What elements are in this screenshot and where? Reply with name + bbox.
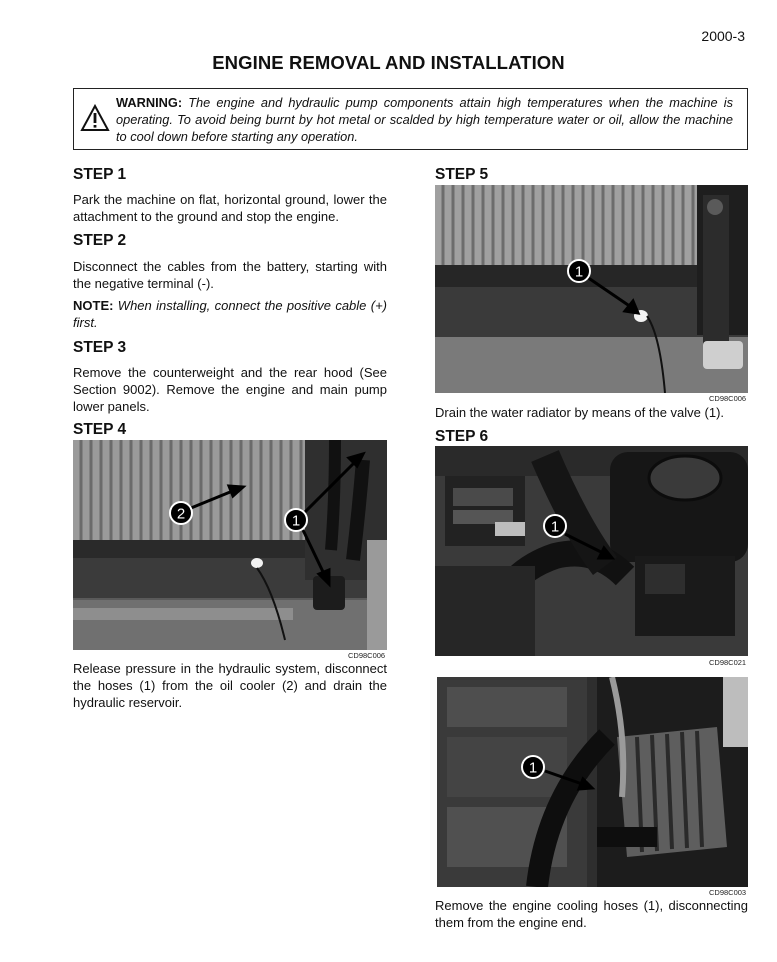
step-1-text: Park the machine on flat, horizontal ground, lower the attachment to the ground and stop the engine.: [73, 192, 387, 224]
cooler-fins: [73, 440, 305, 540]
step-2-heading: STEP 2: [73, 232, 127, 249]
warning-triangle-icon: [80, 104, 110, 132]
step-2-text: Disconnect the cables from the battery, starting with the negative terminal (-).: [73, 259, 387, 291]
callout-label-2: 2: [176, 505, 186, 523]
note-label: NOTE:: [73, 298, 114, 313]
step-6-heading: STEP 6: [435, 428, 489, 445]
callout-label-1: 1: [291, 512, 301, 530]
figure-code: CD98C003: [709, 888, 747, 897]
step-3-heading: STEP 3: [73, 339, 127, 356]
figure-code: CD98C021: [709, 658, 747, 667]
photo-oil-cooler: [73, 440, 387, 650]
step-2-note: [73, 297, 387, 331]
callout-label-1: 1: [574, 263, 584, 281]
photo-radiator-valve: [435, 185, 748, 393]
step-6-caption: Remove the engine cooling hoses (1), disconnecting them from the engine end.: [435, 898, 748, 930]
step-5-caption: Drain the water radiator by means of the valve (1).: [435, 405, 725, 420]
page-title: ENGINE REMOVAL AND INSTALLATION: [212, 52, 565, 73]
step-3-text: Remove the counterweight and the rear hood (See Section 9002). Remove the engine and main pump lower panels.: [73, 365, 387, 414]
step-4-caption: Release pressure in the hydraulic system, disconnect the hoses (1) from the oil cooler (2) and drain the hydraulic reservoir.: [73, 661, 387, 710]
photo-engine-hose-b: [437, 677, 748, 887]
callout-label-1: 1: [528, 759, 538, 777]
figure-code: CD98C006: [348, 651, 386, 660]
step-1-heading: STEP 1: [73, 166, 127, 183]
warning-label: WARNING:: [116, 95, 183, 110]
warning-box: [73, 88, 748, 150]
warning-body: The engine and hydraulic pump components attain high temperatures when the machine is operating. To avoid being burnt by hot metal or scalded by high temperature water or oil, allow the machine to cool down before starting any operation.: [116, 95, 733, 144]
step-5-heading: STEP 5: [435, 166, 489, 183]
photo-engine-hose-a: [435, 446, 748, 656]
note-text: When installing, connect the positive cable (+) first.: [73, 298, 387, 330]
figure-code: CD98C006: [709, 394, 747, 403]
warning-text: [116, 94, 733, 145]
callout-label-1: 1: [550, 518, 560, 536]
step-4-heading: STEP 4: [73, 421, 127, 438]
page-number: 2000-3: [701, 28, 745, 44]
